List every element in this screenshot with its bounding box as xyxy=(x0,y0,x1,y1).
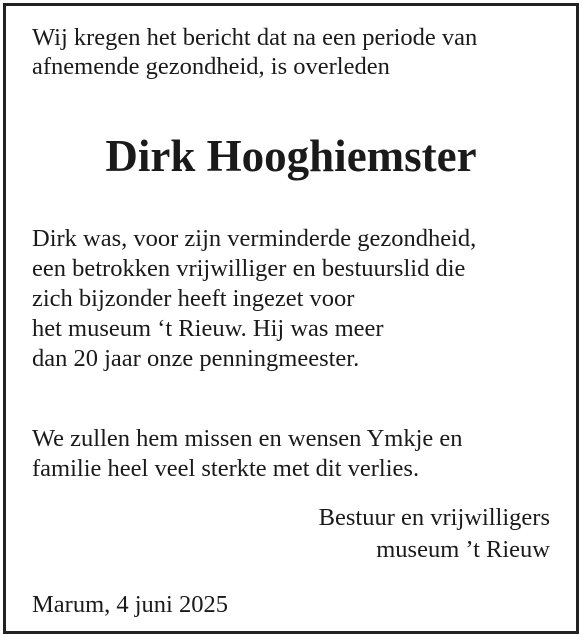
obituary-notice xyxy=(3,3,579,634)
tribute-line: het museum ‘t Rieuw. Hij was meer xyxy=(32,315,384,342)
tribute-line: Dirk was, voor zijn verminderde gezondheid, xyxy=(32,225,477,252)
signature-line-1: Bestuur en vrijwilligers xyxy=(318,504,550,531)
closing-line: familie heel veel sterkte met dit verlies. xyxy=(32,455,420,482)
place-and-date: Marum, 4 juni 2025 xyxy=(32,591,228,618)
signature-line-2: museum ’t Rieuw xyxy=(376,536,550,563)
tribute-line: een betrokken vrijwilliger en bestuurslid die xyxy=(32,255,466,282)
tribute-line: zich bijzonder heeft ingezet voor xyxy=(32,285,355,312)
deceased-name: Dirk Hooghiemster xyxy=(105,131,477,181)
signature xyxy=(150,502,550,566)
tribute-line: dan 20 jaar onze penningmeester. xyxy=(32,345,360,372)
closing-paragraph xyxy=(32,424,562,484)
closing-line: We zullen hem missen en wensen Ymkje en xyxy=(32,425,463,452)
intro-line-2: afnemende gezondheid, is overleden xyxy=(32,53,390,80)
intro-line-1: Wij kregen het bericht dat na een periode van xyxy=(32,24,478,51)
tribute-paragraph xyxy=(32,224,562,374)
intro-text xyxy=(32,23,552,81)
